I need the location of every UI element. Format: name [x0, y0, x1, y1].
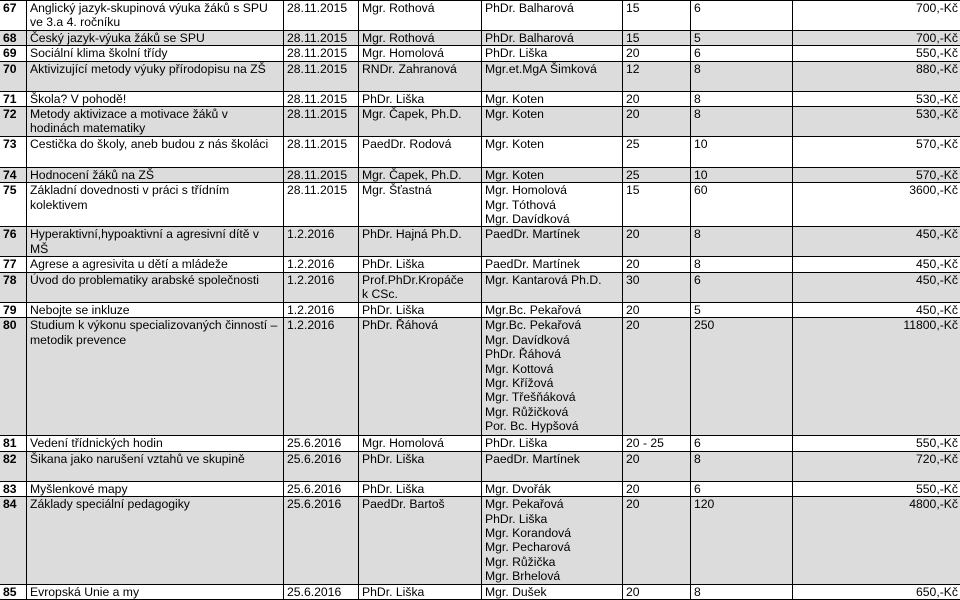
course-number: 80 [0, 318, 27, 436]
course-price: 450,-Kč [793, 257, 960, 272]
course-hours: 25 [623, 136, 691, 167]
course-date: 28.11.2015 [284, 1, 359, 31]
course-price: 550,-Kč [793, 481, 960, 496]
course-date: 25.6.2016 [284, 436, 359, 451]
course-name: Nebojte se inkluze [27, 302, 284, 317]
course-lecturers [482, 302, 623, 317]
course-hours: 12 [623, 61, 691, 91]
lecturer-name: Mgr. Křížová [485, 376, 619, 390]
course-guarantor [359, 497, 482, 584]
lecturer-name: PhDr. Balharová [485, 1, 619, 15]
course-name: Úvod do problematiky arabské společnosti [27, 272, 284, 302]
table-row [0, 318, 960, 436]
lecturer-name: Mgr. Davídková [485, 333, 619, 347]
guarantor-name: PhDr. Hajná Ph.D. [362, 227, 478, 241]
course-guarantor [359, 302, 482, 317]
course-number: 69 [0, 46, 27, 61]
table-row [0, 436, 960, 451]
course-capacity: 120 [691, 497, 793, 584]
guarantor-name: Prof.PhDr.Kropáče [362, 273, 478, 287]
course-date: 1.2.2016 [284, 257, 359, 272]
table-row [0, 183, 960, 227]
course-price: 700,-Kč [793, 1, 960, 31]
table-row [0, 302, 960, 317]
lecturer-name: Mgr. Dvořák [485, 482, 619, 496]
course-date: 1.2.2016 [284, 227, 359, 257]
course-lecturers [482, 584, 623, 599]
course-name: Základy speciální pedagogiky [27, 497, 284, 584]
course-number: 74 [0, 167, 27, 182]
course-price: 450,-Kč [793, 272, 960, 302]
lecturer-name: Mgr. Pecharová [485, 540, 619, 554]
course-hours: 20 [623, 46, 691, 61]
lecturer-name: Mgr. Koten [485, 137, 619, 151]
course-price: 700,-Kč [793, 30, 960, 45]
course-capacity: 60 [691, 183, 793, 227]
lecturer-name: PaedDr. Martínek [485, 227, 619, 241]
course-name: Hodnocení žáků na ZŠ [27, 167, 284, 182]
course-name: Vedení třídnických hodin [27, 436, 284, 451]
course-hours: 20 [623, 318, 691, 436]
course-date: 28.11.2015 [284, 91, 359, 106]
lecturer-name: Mgr. Kantarová Ph.D. [485, 273, 619, 287]
table-row [0, 481, 960, 496]
course-name: Agrese a agresivita u dětí a mládeže [27, 257, 284, 272]
course-name: Šikana jako narušení vztahů ve skupině [27, 451, 284, 481]
course-price: 570,-Kč [793, 167, 960, 182]
course-capacity: 6 [691, 46, 793, 61]
course-date: 25.6.2016 [284, 497, 359, 584]
course-capacity: 6 [691, 481, 793, 496]
course-capacity: 10 [691, 136, 793, 167]
course-capacity: 6 [691, 1, 793, 31]
guarantor-name: PhDr. Liška [362, 92, 478, 106]
guarantor-name: k CSc. [362, 287, 478, 301]
course-number: 78 [0, 272, 27, 302]
course-date: 1.2.2016 [284, 302, 359, 317]
course-hours: 20 [623, 497, 691, 584]
lecturer-name: PhDr. Liška [485, 436, 619, 450]
lecturer-name: Mgr. Kottová [485, 362, 619, 376]
lecturer-name: Mgr.et.MgA Šimková [485, 62, 619, 76]
lecturer-name: Mgr. Koten [485, 92, 619, 106]
course-number: 67 [0, 1, 27, 31]
course-guarantor [359, 318, 482, 436]
course-lecturers [482, 451, 623, 481]
course-lecturers [482, 183, 623, 227]
lecturer-name: PhDr. Řáhová [485, 347, 619, 361]
course-hours: 20 [623, 584, 691, 599]
course-number: 83 [0, 481, 27, 496]
course-capacity: 8 [691, 584, 793, 599]
course-hours: 20 [623, 451, 691, 481]
course-number: 76 [0, 227, 27, 257]
course-name: Aktivizující metody výuky přírodopisu na ZŠ [27, 61, 284, 91]
lecturer-name: PhDr. Liška [485, 512, 619, 526]
course-lecturers [482, 30, 623, 45]
course-name: Evropská Unie a my [27, 584, 284, 599]
lecturer-name: Mgr.Bc. Pekařová [485, 303, 619, 317]
course-guarantor [359, 167, 482, 182]
lecturer-name: Mgr. Třešňáková [485, 390, 619, 404]
course-capacity: 6 [691, 436, 793, 451]
course-hours: 20 [623, 107, 691, 137]
lecturer-name: Mgr. Dušek [485, 585, 619, 599]
course-number: 85 [0, 584, 27, 599]
guarantor-name: Mgr. Čapek, Ph.D. [362, 168, 478, 182]
course-hours: 25 [623, 167, 691, 182]
guarantor-name: PhDr. Liška [362, 303, 478, 317]
course-price: 550,-Kč [793, 46, 960, 61]
table-row [0, 272, 960, 302]
guarantor-name: Mgr. Šťastná [362, 183, 478, 197]
course-name: Škola? V pohodě! [27, 91, 284, 106]
course-name: Základní dovednosti v práci s třídním kolektivem [27, 183, 284, 227]
lecturer-name: PaedDr. Martínek [485, 257, 619, 271]
course-number: 70 [0, 61, 27, 91]
course-capacity: 5 [691, 30, 793, 45]
course-hours: 20 - 25 [623, 436, 691, 451]
course-guarantor [359, 30, 482, 45]
course-guarantor [359, 272, 482, 302]
course-name: Studium k výkonu specializovaných činností – metodik prevence [27, 318, 284, 436]
guarantor-name: PhDr. Liška [362, 482, 478, 496]
course-name: Hyperaktivní,hypoaktivní a agresivní dítě v MŠ [27, 227, 284, 257]
lecturer-name: Mgr. Brhelová [485, 569, 619, 583]
course-lecturers [482, 272, 623, 302]
course-table-body [0, 1, 960, 600]
lecturer-name: Por. Bc. Hypšová [485, 419, 619, 433]
guarantor-name: PaedDr. Bartoš [362, 497, 478, 511]
lecturer-name: Mgr.Bc. Pekařová [485, 318, 619, 332]
course-number: 73 [0, 136, 27, 167]
course-lecturers [482, 318, 623, 436]
course-number: 77 [0, 257, 27, 272]
table-row [0, 584, 960, 599]
table-row [0, 1, 960, 31]
course-date: 28.11.2015 [284, 107, 359, 137]
course-price: 3600,-Kč [793, 183, 960, 227]
course-lecturers [482, 227, 623, 257]
course-price: 550,-Kč [793, 436, 960, 451]
course-lecturers [482, 481, 623, 496]
course-capacity: 8 [691, 91, 793, 106]
course-number: 75 [0, 183, 27, 227]
course-guarantor [359, 61, 482, 91]
course-capacity: 8 [691, 61, 793, 91]
course-price: 4800,-Kč [793, 497, 960, 584]
course-lecturers [482, 497, 623, 584]
course-name: Cestička do školy, aneb budou z nás školáci [27, 136, 284, 167]
course-date: 28.11.2015 [284, 167, 359, 182]
course-name: Anglický jazyk-skupinová výuka žáků s SPU ve 3.a 4. ročníku [27, 1, 284, 31]
course-capacity: 10 [691, 167, 793, 182]
guarantor-name: Mgr. Homolová [362, 46, 478, 60]
course-date: 28.11.2015 [284, 136, 359, 167]
course-number: 68 [0, 30, 27, 45]
table-row [0, 136, 960, 167]
guarantor-name: PhDr. Liška [362, 585, 478, 599]
table-row [0, 91, 960, 106]
guarantor-name: PhDr. Řáhová [362, 318, 478, 332]
course-number: 81 [0, 436, 27, 451]
lecturer-name: Mgr. Koten [485, 107, 619, 121]
course-date: 28.11.2015 [284, 61, 359, 91]
table-row [0, 46, 960, 61]
course-price: 530,-Kč [793, 107, 960, 137]
course-lecturers [482, 167, 623, 182]
course-guarantor [359, 107, 482, 137]
lecturer-name: PhDr. Liška [485, 46, 619, 60]
course-hours: 30 [623, 272, 691, 302]
guarantor-name: RNDr. Zahranová [362, 62, 478, 76]
course-lecturers [482, 46, 623, 61]
course-date: 28.11.2015 [284, 30, 359, 45]
table-row [0, 61, 960, 91]
course-hours: 20 [623, 481, 691, 496]
lecturer-name: PaedDr. Martínek [485, 452, 619, 466]
table-row [0, 497, 960, 584]
guarantor-name: Mgr. Homolová [362, 436, 478, 450]
course-price: 530,-Kč [793, 91, 960, 106]
course-guarantor [359, 183, 482, 227]
guarantor-name: PaedDr. Rodová [362, 137, 478, 151]
lecturer-name: Mgr. Korandová [485, 526, 619, 540]
course-lecturers [482, 436, 623, 451]
course-guarantor [359, 1, 482, 31]
lecturer-name: Mgr. Růžička [485, 555, 619, 569]
course-price: 880,-Kč [793, 61, 960, 91]
course-price: 720,-Kč [793, 451, 960, 481]
course-number: 84 [0, 497, 27, 584]
course-price: 450,-Kč [793, 227, 960, 257]
course-date: 28.11.2015 [284, 46, 359, 61]
guarantor-name: PhDr. Liška [362, 452, 478, 466]
course-lecturers [482, 61, 623, 91]
course-number: 72 [0, 107, 27, 137]
course-lecturers [482, 91, 623, 106]
course-guarantor [359, 436, 482, 451]
course-hours: 20 [623, 302, 691, 317]
course-capacity: 8 [691, 451, 793, 481]
course-name: Český jazyk-výuka žáků se SPU [27, 30, 284, 45]
course-date: 25.6.2016 [284, 584, 359, 599]
course-lecturers [482, 257, 623, 272]
lecturer-name: Mgr. Pekařová [485, 497, 619, 511]
guarantor-name: Mgr. Rothová [362, 31, 478, 45]
course-price: 450,-Kč [793, 302, 960, 317]
course-capacity: 5 [691, 302, 793, 317]
course-name: Metody aktivizace a motivace žáků v hodinách matematiky [27, 107, 284, 137]
table-row [0, 167, 960, 182]
lecturer-name: Mgr. Davídková [485, 212, 619, 226]
course-guarantor [359, 584, 482, 599]
table-row [0, 30, 960, 45]
lecturer-name: Mgr. Homolová [485, 183, 619, 197]
lecturer-name: Mgr. Koten [485, 168, 619, 182]
course-guarantor [359, 451, 482, 481]
course-guarantor [359, 46, 482, 61]
table-row [0, 257, 960, 272]
course-capacity: 8 [691, 227, 793, 257]
table-row [0, 227, 960, 257]
course-date: 25.6.2016 [284, 481, 359, 496]
course-hours: 20 [623, 91, 691, 106]
course-price: 570,-Kč [793, 136, 960, 167]
course-capacity: 250 [691, 318, 793, 436]
course-capacity: 8 [691, 107, 793, 137]
course-lecturers [482, 1, 623, 31]
course-number: 82 [0, 451, 27, 481]
lecturer-name: Mgr. Růžičková [485, 405, 619, 419]
course-hours: 15 [623, 30, 691, 45]
course-hours: 15 [623, 1, 691, 31]
course-guarantor [359, 257, 482, 272]
course-guarantor [359, 136, 482, 167]
course-hours: 20 [623, 227, 691, 257]
course-hours: 15 [623, 183, 691, 227]
course-number: 79 [0, 302, 27, 317]
lecturer-name: PhDr. Balharová [485, 31, 619, 45]
course-number: 71 [0, 91, 27, 106]
guarantor-name: PhDr. Liška [362, 257, 478, 271]
course-name: Myšlenkové mapy [27, 481, 284, 496]
course-capacity: 8 [691, 257, 793, 272]
course-guarantor [359, 91, 482, 106]
course-date: 28.11.2015 [284, 183, 359, 227]
course-price: 11800,-Kč [793, 318, 960, 436]
course-lecturers [482, 136, 623, 167]
lecturer-name: Mgr. Tóthová [485, 198, 619, 212]
course-hours: 20 [623, 257, 691, 272]
guarantor-name: Mgr. Rothová [362, 1, 478, 15]
guarantor-name: Mgr. Čapek, Ph.D. [362, 107, 478, 121]
course-capacity: 6 [691, 272, 793, 302]
course-lecturers [482, 107, 623, 137]
table-row [0, 451, 960, 481]
course-price: 650,-Kč [793, 584, 960, 599]
table-row [0, 107, 960, 137]
course-date: 1.2.2016 [284, 318, 359, 436]
course-date: 25.6.2016 [284, 451, 359, 481]
course-date: 1.2.2016 [284, 272, 359, 302]
course-name: Sociální klima školní třídy [27, 46, 284, 61]
course-guarantor [359, 227, 482, 257]
course-guarantor [359, 481, 482, 496]
